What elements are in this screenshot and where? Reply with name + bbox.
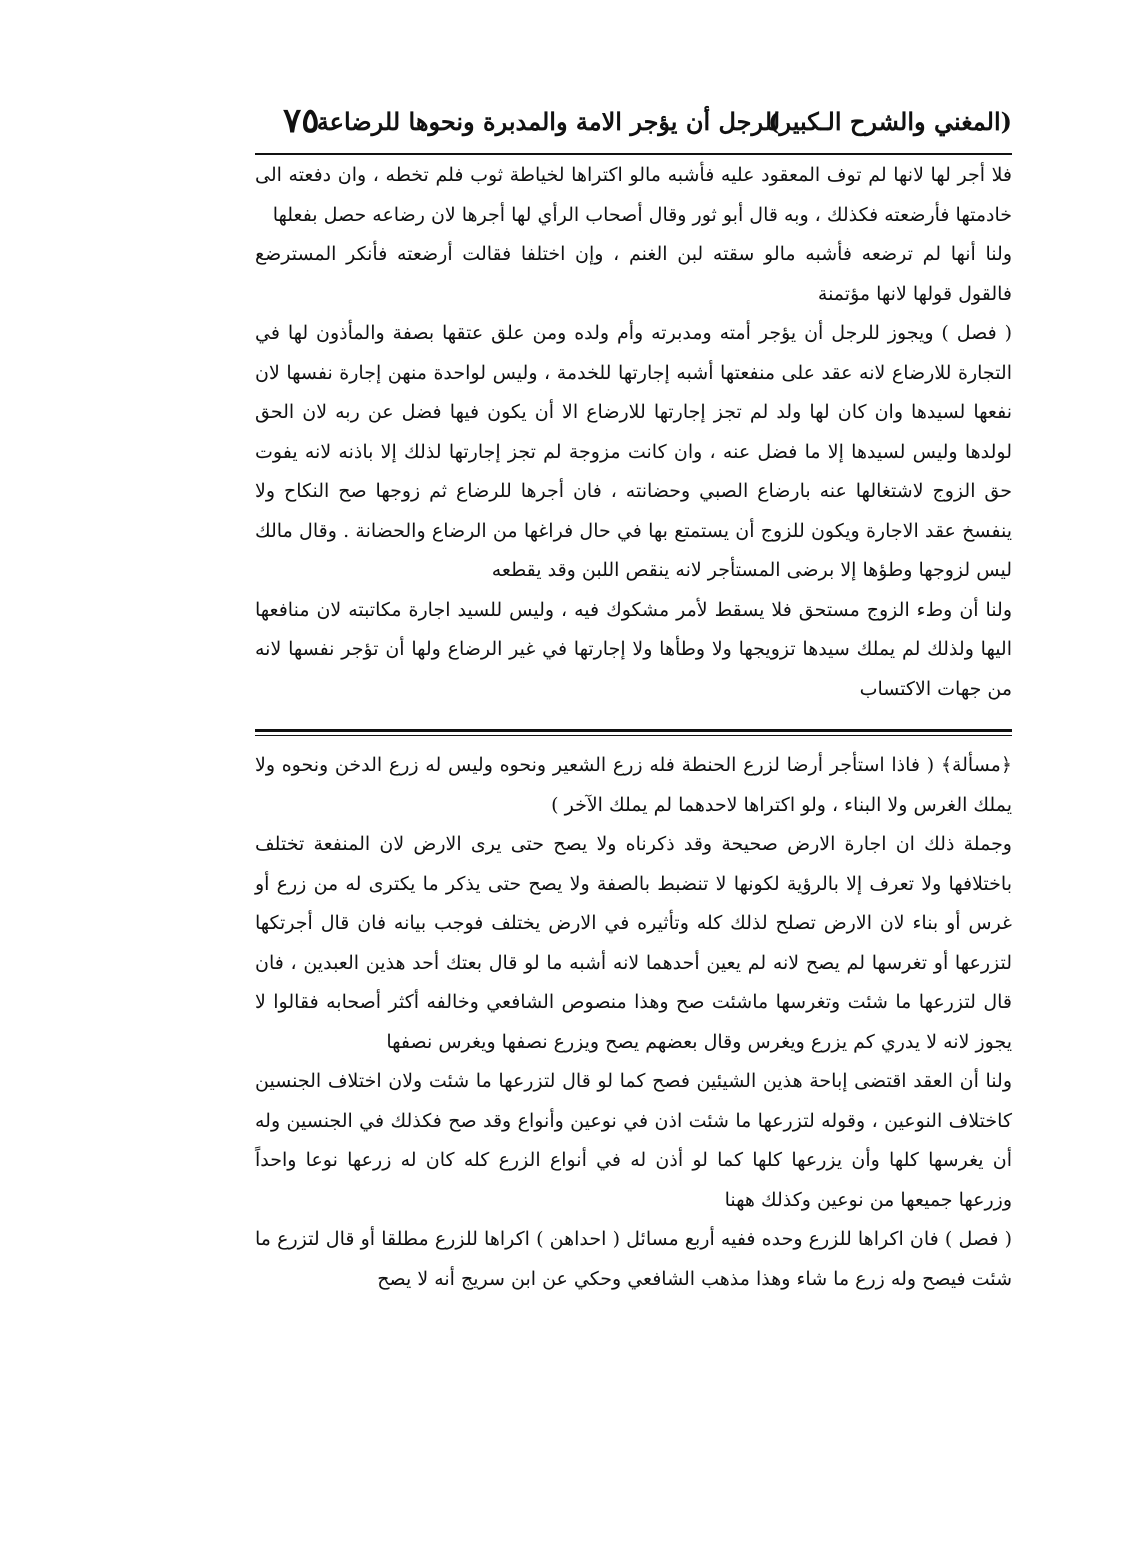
page-header — [255, 95, 1012, 155]
paragraph: ولنا أن العقد اقتضى إباحة هذين الشيئين فصح كما لو قال لتزرعها ما شئت ولان اختلاف الجنسين كاختلاف النوعين ، وقوله لتزرعها ما شئت اذن في نوعين وأنواع وقد صح فكذلك في الجنسين وله أن يغرسها كلها وأن يزرعها كلها كما لو أذن له في أنواع الزرع كله كان له زرعها نوعا واحداً وزرعها جميعها من نوعين وكذلك ههنا — [255, 1070, 1012, 1211]
paragraph: فلا أجر لها لانها لم توف المعقود عليه فأشبه مالو اكتراها لخياطة ثوب فلم تخطه ، وان دفعته الى خادمتها فأرضعته فكذلك ، وبه قال أبو ثور وقال أصحاب الرأي لها أجرها لان رضاعه حصل بفعلها — [255, 164, 1012, 226]
commentary-section — [255, 156, 1012, 709]
paragraph: وجملة ذلك ان اجارة الارض صحيحة وقد ذكرناه ولا يصح حتى يرى الارض لان المنفعة تختلف باختلافها ولا تعرف إلا بالرؤية لكونها لا تنضبط بالصفة ولا يصح حتى يذكر ما يكترى له من زرع أو غرس أو بناء لان الارض تصلح لذلك كله وتأثيره في الارض يختلف فوجب بيانه فان قال أجرتكها لتزرعها أو تغرسها لم يصح لانه لم يعين أحدهما لانه أشبه ما لو قال بعتك أحد هذين العبدين ، فان قال لتزرعها ما شئت وتغرسها ماشئت صح وهذا منصوص الشافعي وخالفه أكثر أصحابه فقالوا لا يجوز لانه لا يدري كم يزرع ويغرس وقال بعضهم يصح ويزرع نصفها ويغرس نصفها — [255, 833, 1012, 1053]
main-text-section — [255, 746, 1012, 1299]
paragraph: ( فصل ) فان اكراها للزرع وحده ففيه أربع مسائل ( احداهن ) اكراها للزرع مطلقا أو قال لتزرع ما شئت فيصح وله زرع ما شاء وهذا مذهب الشافعي وحكي عن ابن سريج أنه لا يصح — [255, 1228, 1012, 1290]
paragraph: ( فصل ) ويجوز للرجل أن يؤجر أمته ومدبرته وأم ولده ومن علق عتقها بصفة والمأذون لها في التجارة للارضاع لانه عقد على منفعتها أشبه إجارتها للخدمة ، وليس لواحدة منهن إجارة نفسها لان نفعها لسيدها وان كان لها ولد لم تجز إجارتها للارضاع الا أن يكون فيها فضل عن ربه لان الحق لولدها وليس لسيدها إلا ما فضل عنه ، وان كانت مزوجة لم تجز إجارتها لذلك إلا باذنه لانه يفوت حق الزوج لاشتغالها عنه بارضاع الصبي وحضانته ، فان أجرها للرضاع ثم زوجها صح النكاح ولا ينفسخ عقد الاجارة ويكون للزوج أن يستمتع بها في حال فراغها من الرضاع والحضانة . وقال مالك ليس لزوجها وطؤها إلا برضى المستأجر لانه ينقص اللبن وقد يقطعه — [255, 322, 1012, 581]
page-number: ٧٥ — [283, 101, 320, 141]
book-page — [255, 95, 1012, 1299]
paragraph: ولنا أن وطء الزوج مستحق فلا يسقط لأمر مشكوك فيه ، وليس للسيد اجارة مكاتبته لان منافعها اليها ولذلك لم يملك سيدها تزويجها ولا وطأها ولا إجارتها في غير الرضاع ولها أن تؤجر نفسها لانه من جهات الاكتساب — [255, 598, 1012, 700]
paragraph: ولنا أنها لم ترضعه فأشبه مالو سقته لبن الغنم ، وإن اختلفا فقالت أرضعته فأنكر المسترضع فالقول قولها لانها مؤتمنة — [255, 243, 1013, 305]
section-divider — [255, 729, 1012, 736]
paragraph: ﴿مسألة﴾ ( فاذا استأجر أرضا لزرع الحنطة فله زرع الشعير ونحوه وليس له زرع الدخن ونحوه ولا يملك الغرس ولا البناء ، ولو اكتراها لاحدهما لم يملك الآخر ) — [255, 754, 1012, 816]
book-title: (المغني والشرح الـكبير) — [768, 107, 1012, 136]
section-heading: للرجل أن يؤجر الامة والمدبرة ونحوها للرضاعة — [316, 107, 780, 136]
